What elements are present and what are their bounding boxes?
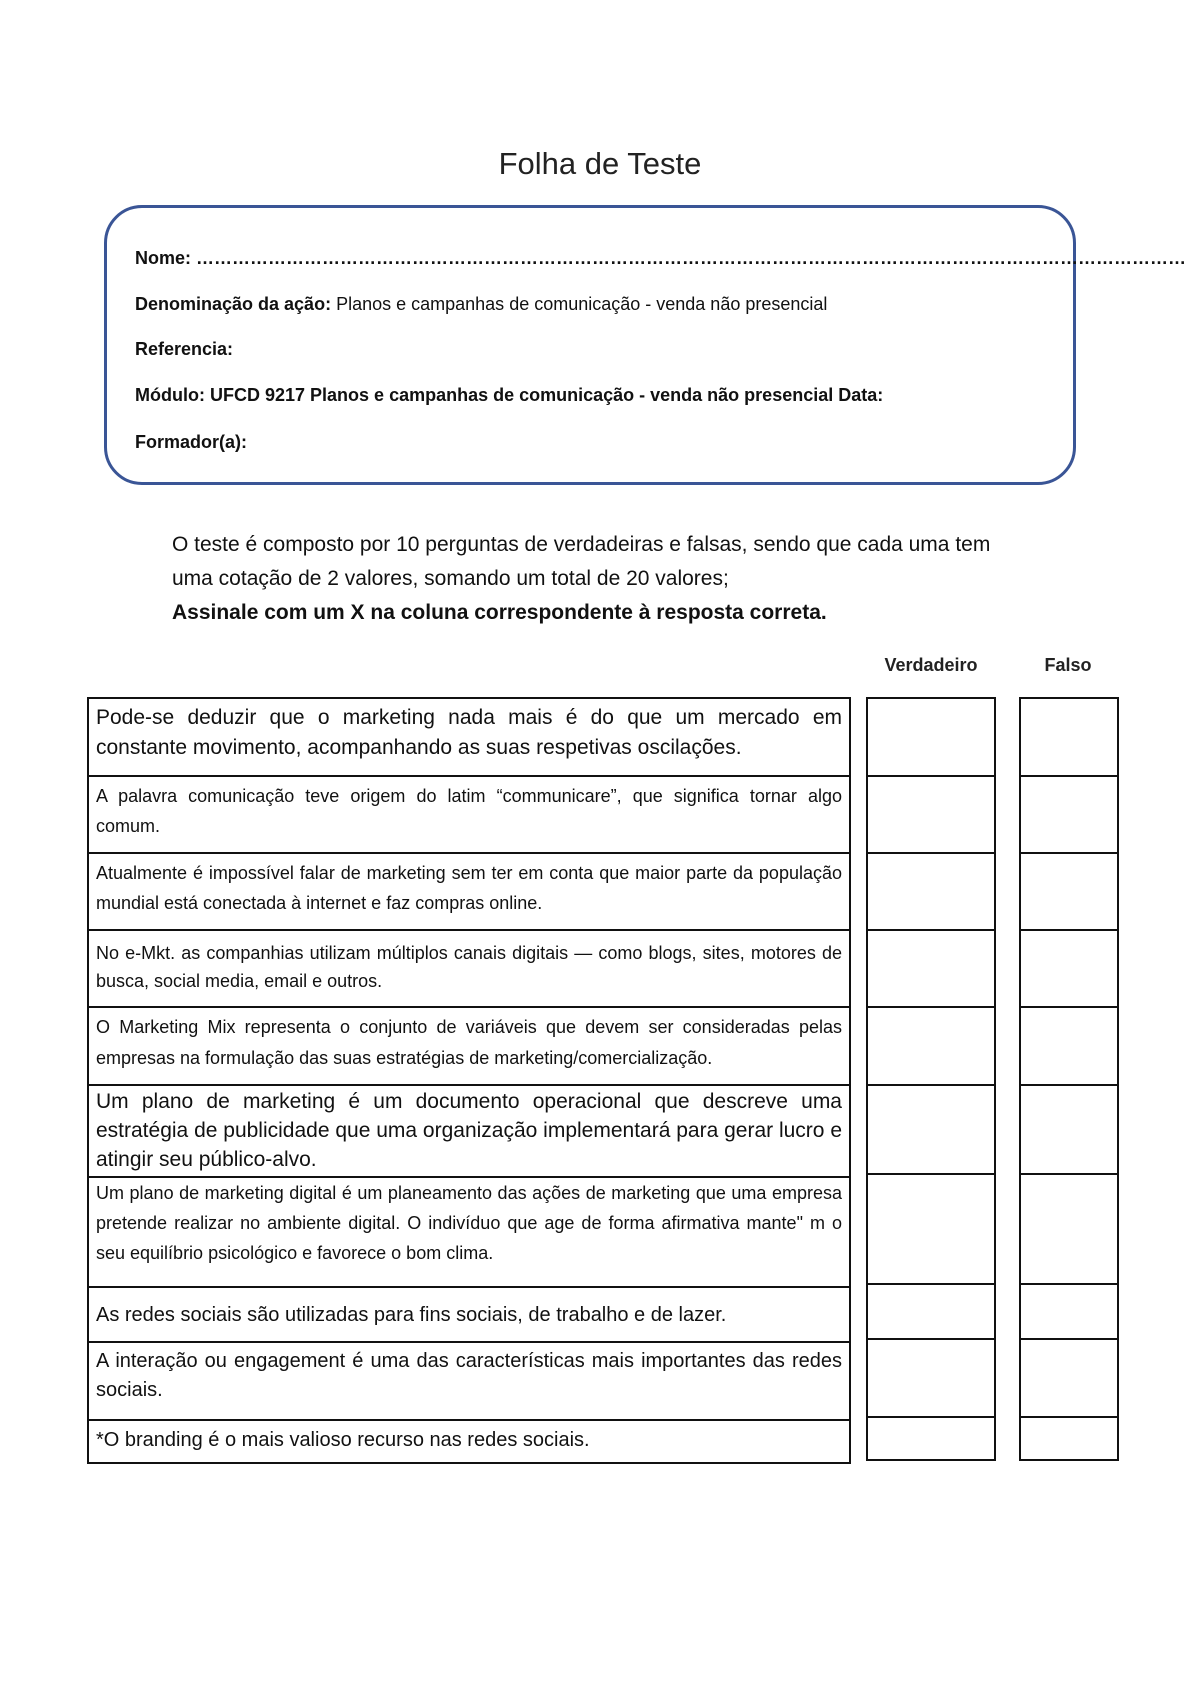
question-row: [88, 1085, 850, 1177]
true-answer-column: [866, 697, 996, 1461]
question-text: Um plano de marketing digital é um planeamento das ações de marketing que uma empresa pretende realizar no ambiente digital. O indivíduo que age de forma afirmativa mante" m o seu equilíbrio psicológico e favorece o bom clima.: [88, 1177, 850, 1287]
true-answer-box[interactable]: [867, 930, 995, 1007]
question-text: No e-Mkt. as companhias utilizam múltiplos canais digitais — como blogs, sites, motores de busca, social media, email e outros.: [88, 930, 850, 1007]
trainer-line: [135, 432, 247, 453]
false-answer-box[interactable]: [1020, 1284, 1118, 1339]
action-value: Planos e campanhas de comunicação - venda não presencial: [336, 294, 828, 314]
true-answer-box[interactable]: [867, 1417, 995, 1460]
module-value: UFCD 9217 Planos e campanhas de comunicação - venda não presencial: [210, 385, 834, 405]
true-answer-box[interactable]: [867, 853, 995, 930]
reference-label: Referencia:: [135, 339, 234, 359]
name-label: Nome:: [135, 248, 192, 268]
question-row: [88, 698, 850, 776]
module-line: [135, 385, 883, 406]
instructions: [172, 528, 1052, 630]
name-dots: …………………………………………………………………………………………………………………………………………………: [196, 248, 1187, 268]
questions-table: [87, 697, 851, 1464]
identification-box: [104, 205, 1187, 485]
page-title: Folha de Teste: [498, 146, 702, 181]
date-label: Data:: [838, 385, 884, 405]
false-answer-box[interactable]: [1020, 776, 1118, 853]
module-label: Módulo:: [135, 385, 205, 405]
false-answer-box[interactable]: [1020, 698, 1118, 776]
true-column-header: Verdadeiro: [884, 655, 978, 675]
true-answer-box[interactable]: [867, 1339, 995, 1417]
question-row: [88, 776, 850, 853]
question-row: [88, 1342, 850, 1420]
true-answer-box[interactable]: [867, 698, 995, 776]
true-answer-box[interactable]: [867, 1085, 995, 1174]
question-row: [88, 930, 850, 1007]
question-text: A palavra comunicação teve origem do latim “communicare”, que significa tornar algo comum.: [88, 776, 850, 853]
question-text: *O branding é o mais valioso recurso nas redes sociais.: [88, 1420, 850, 1463]
action-label: Denominação da ação:: [135, 294, 332, 314]
true-answer-box[interactable]: [867, 1007, 995, 1085]
true-answer-box[interactable]: [867, 1174, 995, 1284]
false-answer-box[interactable]: [1020, 1007, 1118, 1085]
question-row: [88, 1177, 850, 1287]
false-answer-box[interactable]: [1020, 1174, 1118, 1284]
question-text: Atualmente é impossível falar de marketing sem ter em conta que maior parte da população mundial está conectada à internet e faz compras online.: [88, 853, 850, 930]
false-answer-column: [1019, 697, 1119, 1461]
reference-line: [135, 339, 233, 360]
name-line[interactable]: [135, 248, 1186, 269]
question-text: O Marketing Mix representa o conjunto de variáveis que devem ser consideradas pelas empresas na formulação das suas estratégias de marketing/comercialização.: [88, 1007, 850, 1085]
question-text: A interação ou engagement é uma das características mais importantes das redes sociais.: [88, 1342, 850, 1420]
question-row: [88, 1007, 850, 1085]
false-answer-box[interactable]: [1020, 853, 1118, 930]
instructions-line-1: O teste é composto por 10 perguntas de verdadeiras e falsas, sendo que cada uma tem: [172, 533, 991, 556]
false-answer-box[interactable]: [1020, 1085, 1118, 1174]
question-row: [88, 1420, 850, 1463]
question-text: Um plano de marketing é um documento operacional que descreve uma estratégia de publicidade que uma organização implementará para gerar lucro e atingir seu público-alvo.: [88, 1085, 850, 1177]
false-answer-box[interactable]: [1020, 1417, 1118, 1460]
instructions-line-2: uma cotação de 2 valores, somando um total de 20 valores;: [172, 567, 729, 590]
trainer-label: Formador(a):: [135, 432, 247, 452]
question-text: As redes sociais são utilizadas para fins sociais, de trabalho e de lazer.: [88, 1287, 850, 1342]
instructions-line-3: Assinale com um X na coluna correspondente à resposta correta.: [172, 601, 827, 624]
question-text: Pode-se deduzir que o marketing nada mais é do que um mercado em constante movimento, acompanhando as suas respetivas oscilações.: [88, 698, 850, 776]
false-answer-box[interactable]: [1020, 1339, 1118, 1417]
true-answer-box[interactable]: [867, 776, 995, 853]
question-row: [88, 1287, 850, 1342]
action-line: [135, 294, 827, 315]
false-answer-box[interactable]: [1020, 930, 1118, 1007]
false-column-header: Falso: [1044, 655, 1092, 675]
true-answer-box[interactable]: [867, 1284, 995, 1339]
question-row: [88, 853, 850, 930]
